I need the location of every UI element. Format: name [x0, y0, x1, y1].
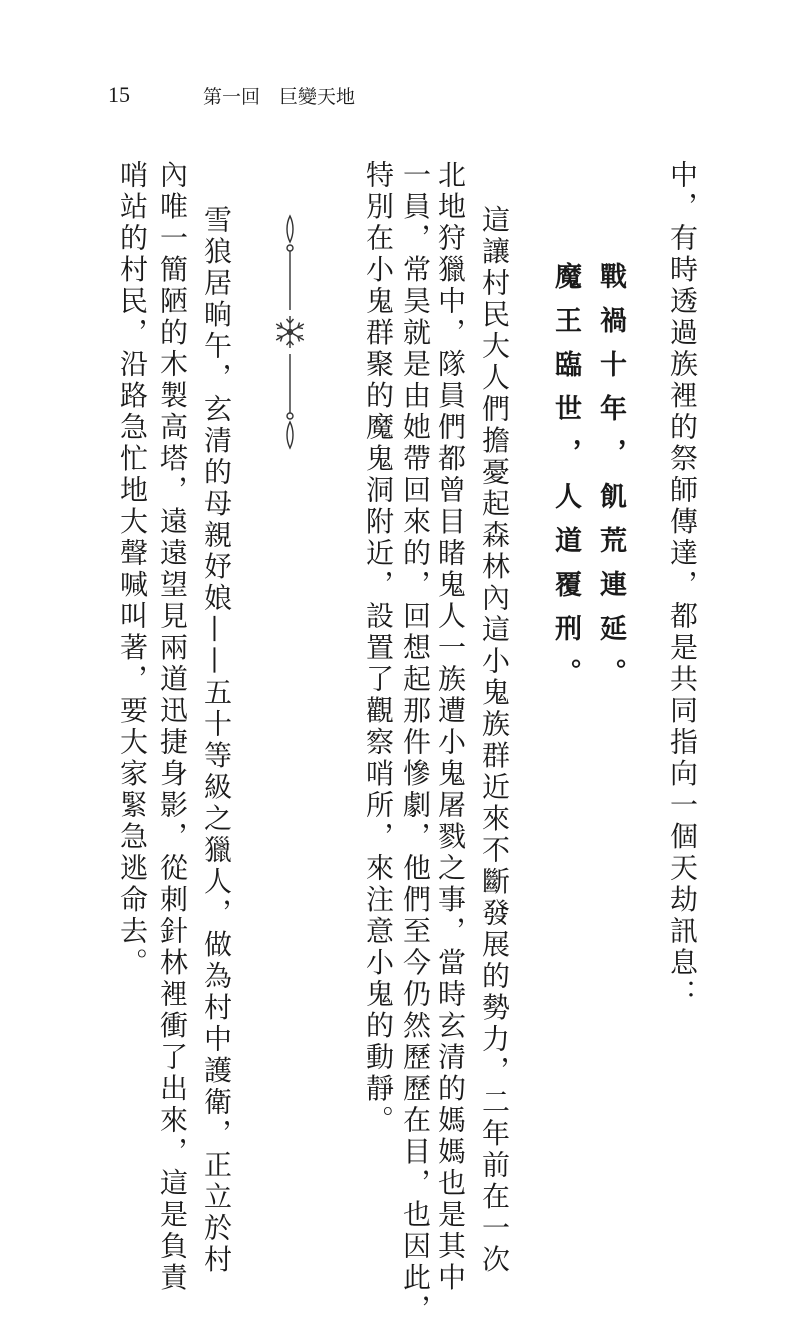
text-column-1: 中，有時透過族裡的祭師傳達，都是共同指向一個天劫訊息： — [666, 160, 699, 1011]
text-column-7: 內唯一簡陋的木製高塔，遠遠望見兩道迅捷身影，從刺針林裡衝了出來，這是負責 — [156, 160, 189, 1294]
text-column-8: 哨站的村民，沿路急忙地大聲喊叫著，要大家緊急逃命去。 — [116, 160, 149, 979]
snowflake-icon — [272, 214, 308, 450]
text-column-6: 雪狼居晌午，玄清的母親妤娘——五十等級之獵人，做為村中護衛，正立於村 — [200, 205, 233, 1276]
text-column-2: 這讓村民大人們擔憂起森林內這小鬼族群近來不斷發展的勢力，二年前在一次 — [478, 205, 511, 1276]
text-column-3: 北地狩獵中，隊員們都曾目睹鬼人一族遭小鬼屠戮之事，當時玄清的媽媽也是其中 — [434, 160, 467, 1294]
page-number: 15 — [108, 82, 130, 107]
chapter-title: 第一回 巨變天地 — [203, 86, 356, 108]
text-column-5: 特別在小鬼群聚的魔鬼洞附近，設置了觀察哨所，來注意小鬼的動靜。 — [362, 160, 395, 1137]
text-column-4: 一員，常昊就是由她帶回來的，回想起那件慘劇，他們至今仍然歷歷在目，也因此， — [399, 160, 432, 1326]
page-header — [0, 82, 800, 112]
poem-line-2: 魔王臨世，人道覆刑。 — [550, 262, 581, 702]
poem-line-1: 戰禍十年，飢荒連延。 — [595, 262, 626, 702]
